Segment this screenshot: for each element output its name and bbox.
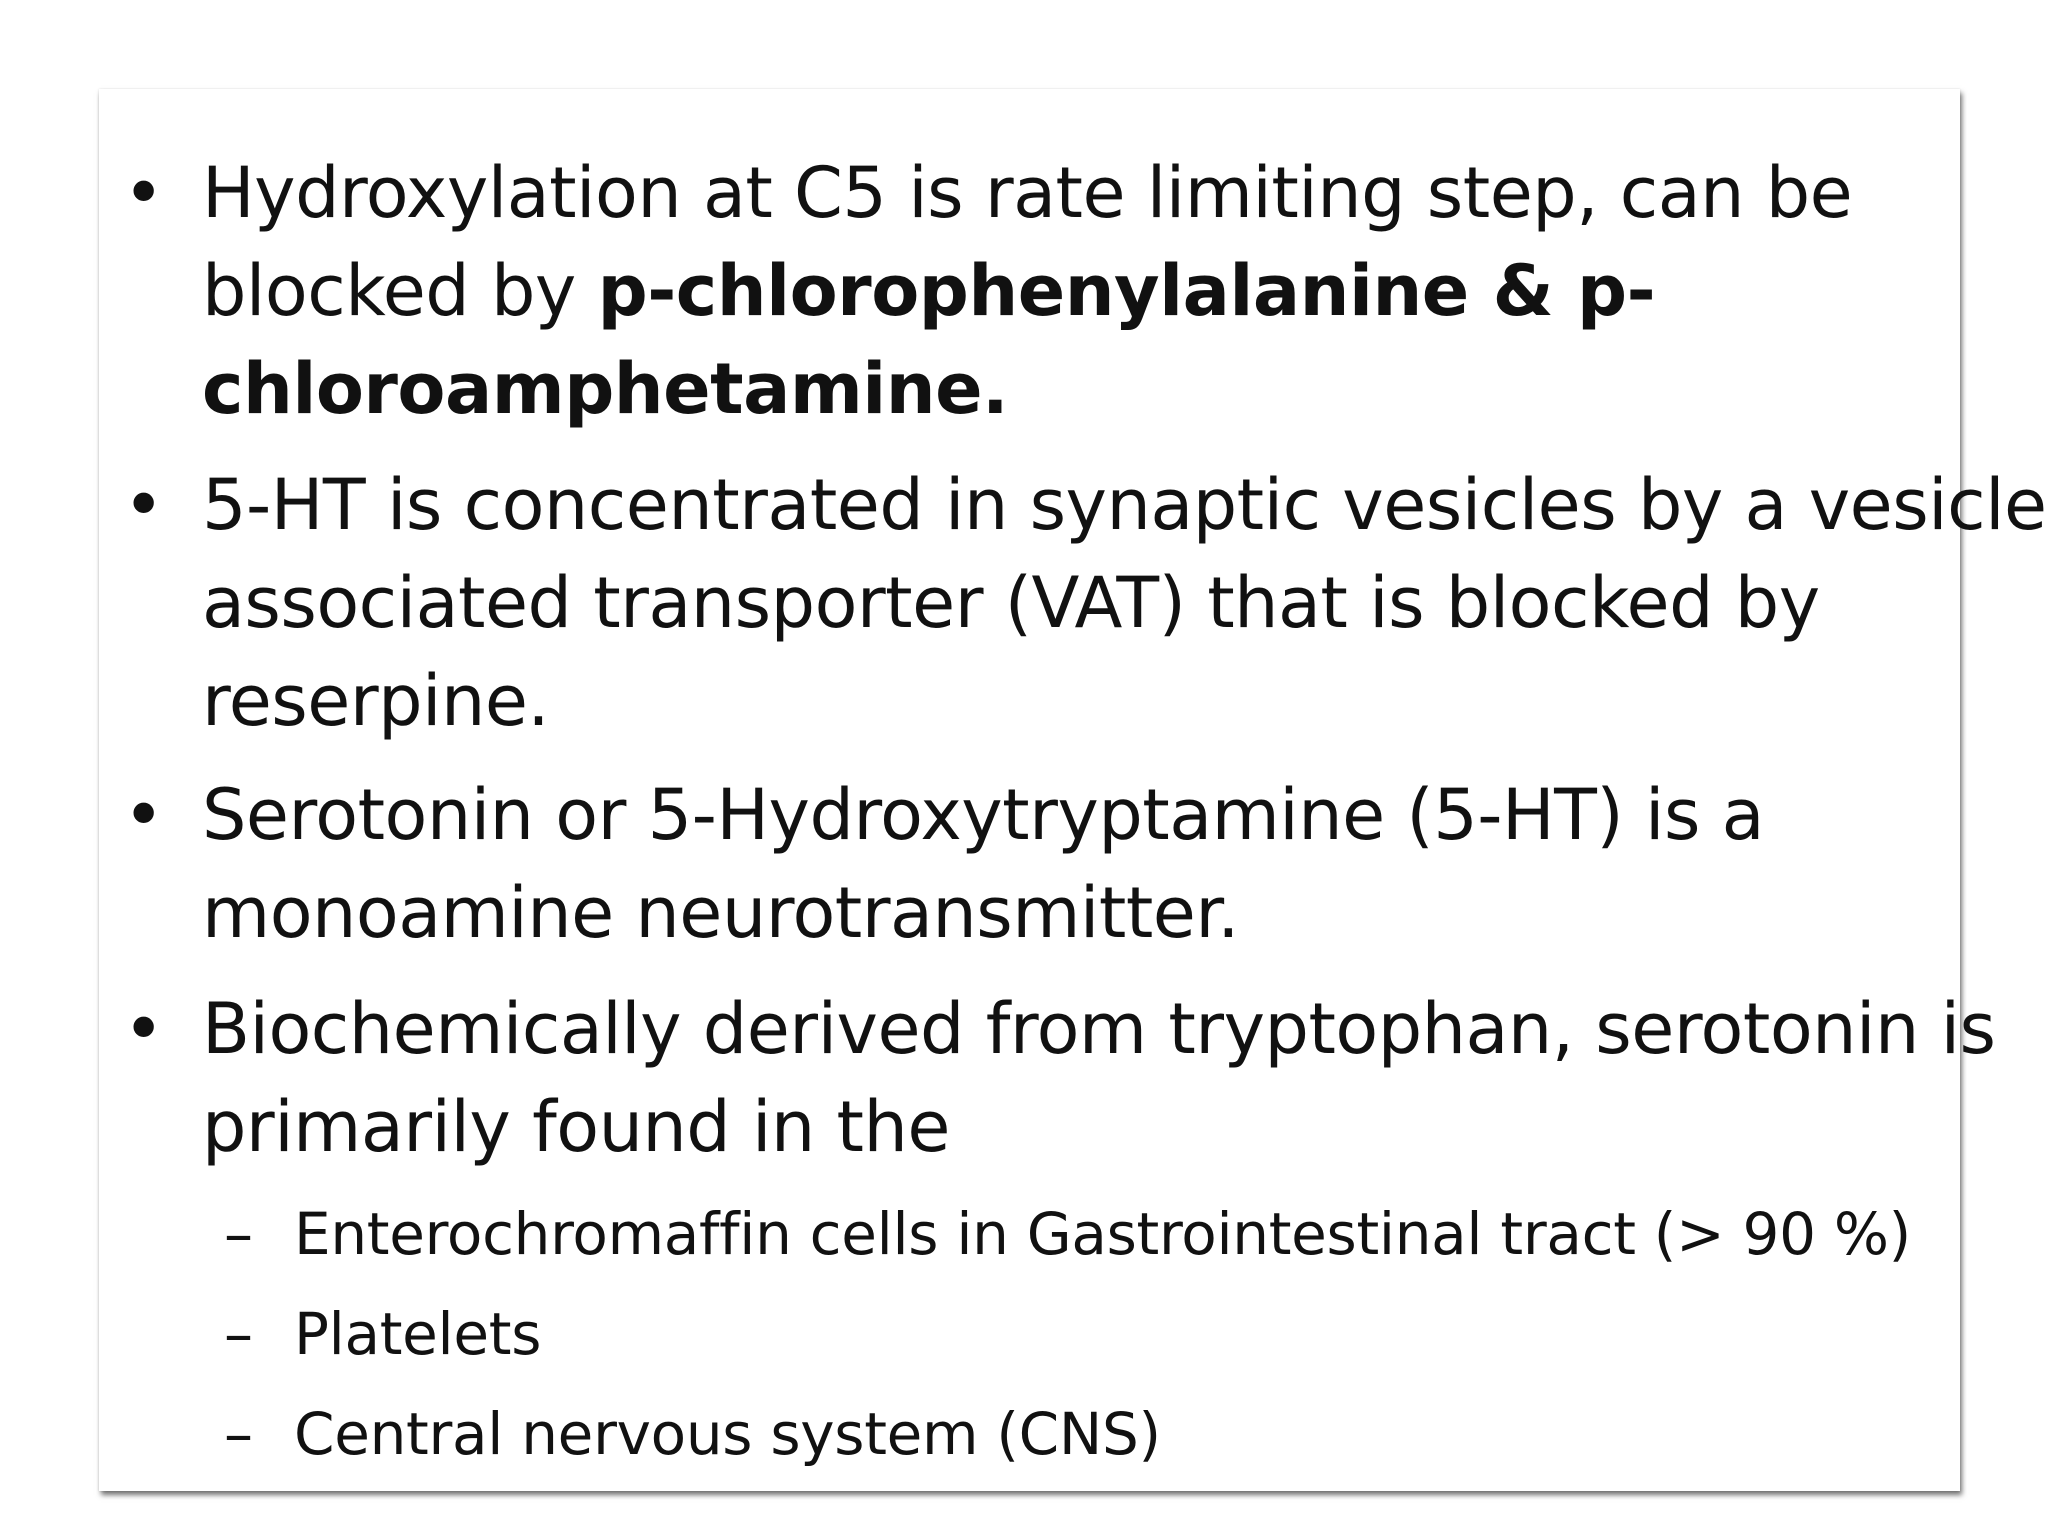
slide-content (99, 89, 2047, 1491)
bullet-marker: • (123, 988, 165, 1070)
bullet-text (202, 766, 1952, 962)
dash-marker: – (224, 1400, 253, 1468)
bullet-plain-text: blocked by (202, 250, 598, 332)
bullet-marker: • (123, 774, 165, 856)
bullet-line (202, 242, 1952, 340)
bullet-marker: • (123, 464, 165, 546)
dash-marker: – (224, 1300, 253, 1368)
sub-item-text: Enterochromaffin cells in Gastrointestinal tract (> 90 %) (294, 1200, 1912, 1268)
bullet-line: Biochemically derived from tryptophan, serotonin is (202, 988, 1996, 1070)
bullet-text (202, 456, 2047, 750)
bullet-line: 5-HT is concentrated in synaptic vesicles by a vesicle (202, 464, 2047, 546)
dash-marker: – (224, 1200, 253, 1268)
bullet-bold-line: chloroamphetamine. (202, 348, 1009, 430)
bullet-marker: • (123, 152, 165, 234)
bullet-text (202, 980, 1996, 1176)
bullet-line: Serotonin or 5-Hydroxytryptamine (5-HT) is a (202, 774, 1765, 856)
bullet-line: primarily found in the (202, 1086, 950, 1168)
bullet-line: associated transporter (VAT) that is blocked by (202, 562, 1820, 644)
bullet-line: Hydroxylation at C5 is rate limiting step, can be (202, 152, 1853, 234)
bullet-line: monoamine neurotransmitter. (202, 872, 1239, 954)
sub-item-text: Platelets (294, 1300, 542, 1368)
bullet-text (202, 144, 1952, 438)
slide-frame (99, 89, 2047, 1491)
bullet-line: reserpine. (202, 660, 550, 742)
bullet-bold-text: p-chlorophenylalanine & p- (597, 250, 1656, 332)
sub-item-text: Central nervous system (CNS) (294, 1400, 1161, 1468)
